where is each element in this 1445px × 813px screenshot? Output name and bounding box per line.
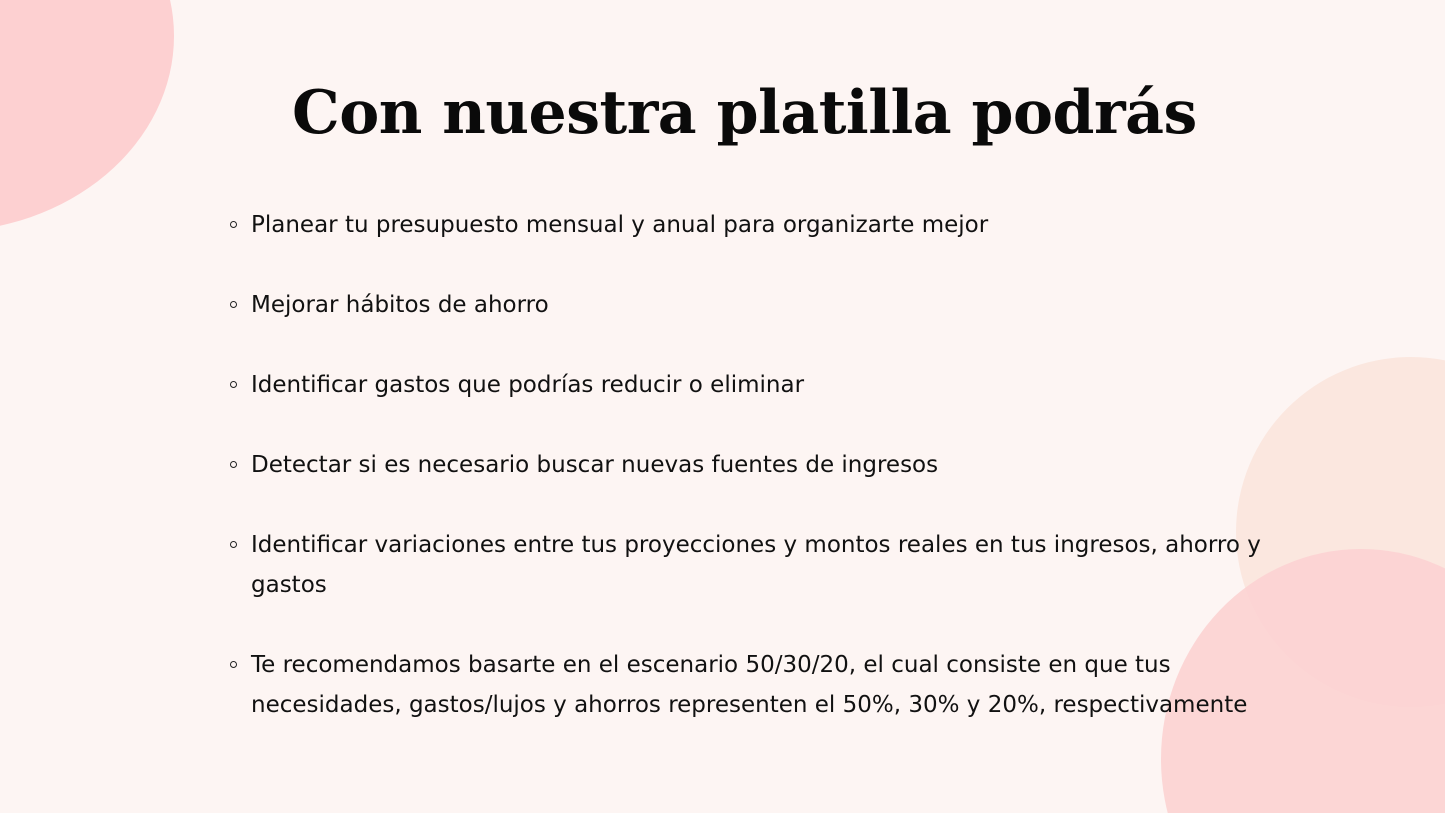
list-item xyxy=(230,445,1270,485)
list-item-text: Identificar variaciones entre tus proyecciones y montos reales en tus ingresos, ahorro y gastos xyxy=(251,532,1261,598)
bullet-circle-icon xyxy=(230,301,237,308)
list-item xyxy=(230,205,1270,245)
bullet-circle-icon xyxy=(230,221,237,228)
slide-title: Con nuestra platilla podrás xyxy=(292,78,1197,148)
decorative-circle-top-left xyxy=(0,0,174,232)
list-item-text: Te recomendamos basarte en el escenario 50/30/20, el cual consiste en que tus necesidades, gastos/lujos y ahorros representen el 50%, 30% y 20%, respectivamente xyxy=(251,652,1248,718)
bullet-circle-icon xyxy=(230,461,237,468)
list-item xyxy=(230,645,1270,725)
list-item-text: Planear tu presupuesto mensual y anual para organizarte mejor xyxy=(251,212,989,238)
bullet-circle-icon xyxy=(230,661,237,668)
list-item xyxy=(230,285,1270,325)
bullet-circle-icon xyxy=(230,541,237,548)
list-item-text: Mejorar hábitos de ahorro xyxy=(251,292,549,318)
list-item xyxy=(230,525,1270,605)
list-item-text: Identificar gastos que podrías reducir o eliminar xyxy=(251,372,805,398)
bullet-circle-icon xyxy=(230,381,237,388)
list-item-text: Detectar si es necesario buscar nuevas fuentes de ingresos xyxy=(251,452,939,478)
list-item xyxy=(230,365,1270,405)
benefits-list xyxy=(230,205,1270,765)
